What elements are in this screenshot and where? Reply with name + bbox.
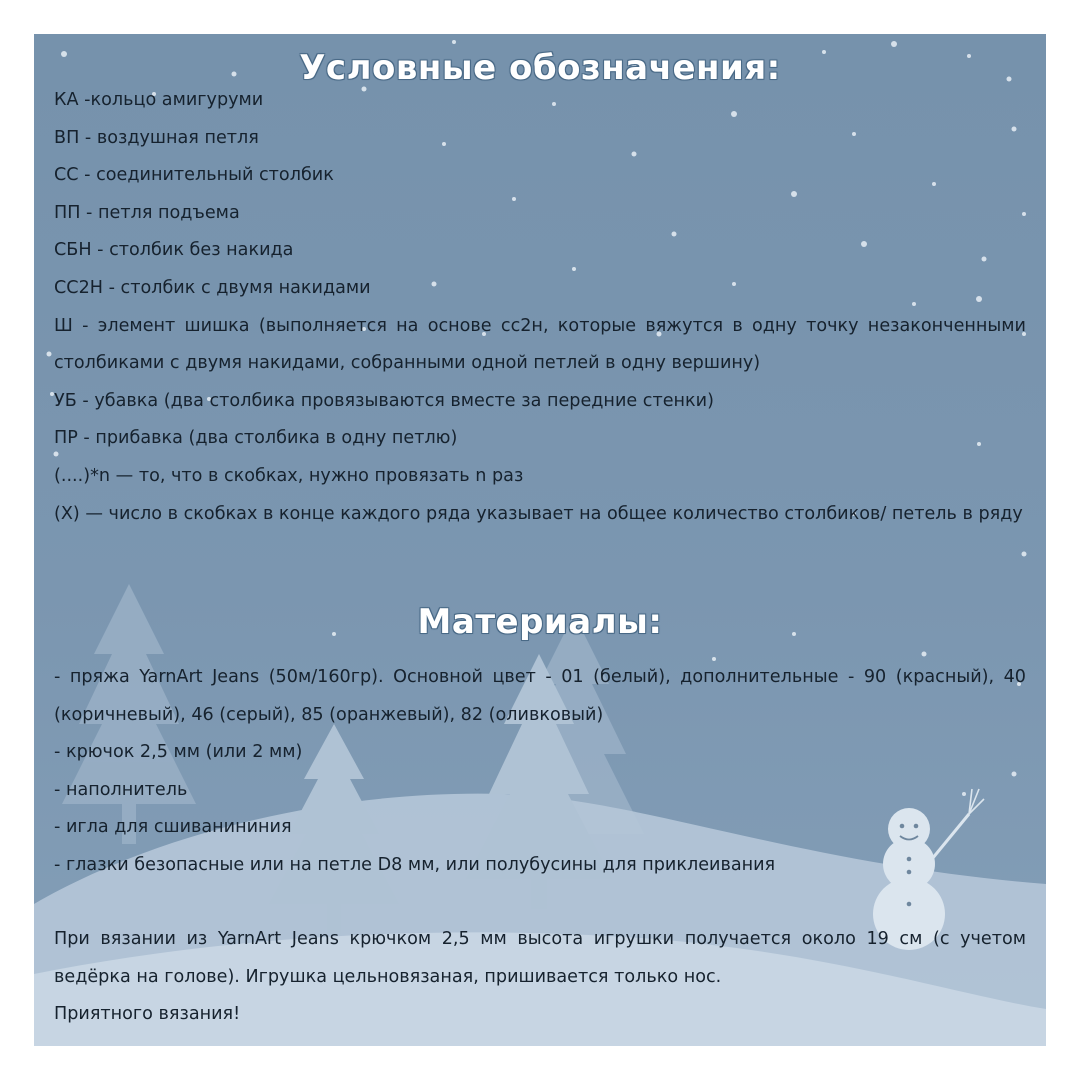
materials-title: Материалы: [417, 602, 663, 642]
materials-item: - наполнитель [54, 779, 188, 800]
legend-item: ПР - прибавка (два столбика в одну петлю) [54, 428, 458, 449]
legend-list [54, 82, 1026, 533]
legend-item: (X) — число в скобках в конце каждого ряда указывает на общее количество столбиков/ петель в ряду [54, 503, 1023, 524]
recipe-card [34, 34, 1046, 1046]
legend-item: СБН - столбик без накида [54, 240, 294, 261]
legend-item: ПП - петля подъема [54, 202, 240, 223]
legend-item: Ш - элемент шишка (выполняется на основе сс2н, которые вяжутся в одну точку незаконченными столбиками с двумя накидами, собранными одной петлей в одну вершину) [54, 315, 1026, 374]
materials-item: - глазки безопасные или на петле D8 мм, или полубусины для приклеивания [54, 854, 776, 875]
materials-item: - пряжа YarnArt Jeans (50м/160гр). Основной цвет - 01 (белый), дополнительные - 90 (красный), 40 (коричневый), 46 (серый), 85 (оранжевый), 82 (оливковый) [54, 667, 1026, 725]
legend-item: ВП - воздушная петля [54, 127, 259, 148]
legend-item: СС2Н - столбик с двумя накидами [54, 277, 371, 298]
legend-item: УБ - убавка (два столбика провязываются вместе за передние стенки) [54, 390, 714, 411]
legend-item: СС - соединительный столбик [54, 165, 334, 186]
legend-title: Условные обозначения: [299, 48, 781, 88]
closing-paragraph: При вязании из YarnArt Jeans крючком 2,5 мм высота игрушки получается около 19 см (с учетом ведёрка на голове). Игрушка цельновязаная, пришивается только нос. [54, 929, 1026, 987]
closing-notes [54, 921, 1026, 1034]
closing-wish: Приятного вязания! [54, 1004, 241, 1025]
legend-item: КА -кольцо амигуруми [54, 90, 264, 110]
materials-list [54, 659, 1026, 885]
legend-item: (....)*n — то, что в скобках, нужно провязать n раз [54, 465, 524, 486]
materials-item: - игла для сшиванининия [54, 817, 292, 838]
materials-item: - крючок 2,5 мм (или 2 мм) [54, 742, 303, 763]
